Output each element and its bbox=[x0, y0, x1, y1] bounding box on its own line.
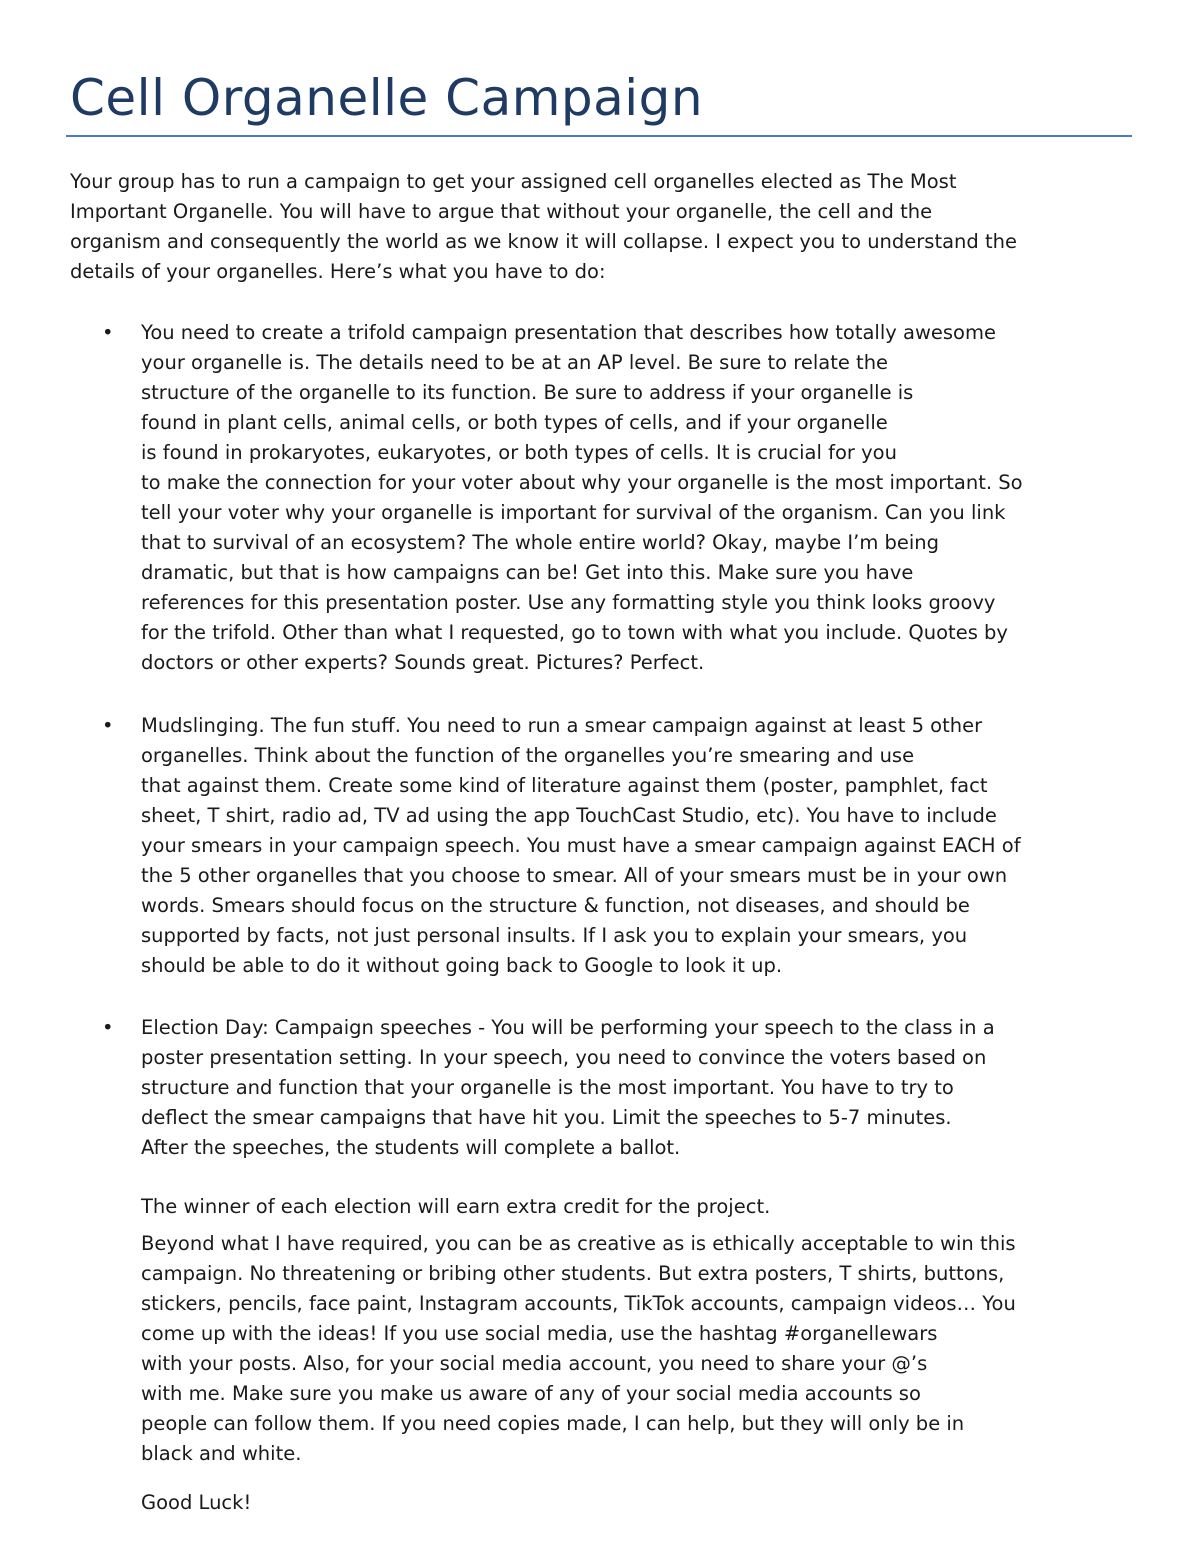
bullet-text-trifold: You need to create a trifold campaign presentation that describes how totally awesome your organelle is. The details need to be at an AP level. Be sure to relate the structure of the organelle to its function. Be sure to address if your organelle is found in plant cells, animal cells, or both types of cells, and if your organelle is found in prokaryotes, eukaryotes, or both types of cells. It is crucial for you to make the connection for your voter about why your organelle is the most important. So tell your voter why your organelle is important for survival of the organism. Can you link that to survival of an ecosystem? The whole entire world? Okay, maybe I’m being dramatic, but that is how campaigns can be! Get into this. Make sure you have references for this presentation poster. Use any formatting style you think looks groovy for the trifold. Other than what I requested, go to town with what you include. Quotes by doctors or other experts? Sounds great. Pictures? Perfect. bbox=[141, 321, 1023, 674]
bullet-text-election-day: Election Day: Campaign speeches - You will be performing your speech to the class in a poster presentation setting. In your speech, you need to convince the voters based on structure and function that your organelle is the most important. You have to try to deflect the smear campaigns that have hit you. Limit the speeches to 5-7 minutes. After the speeches, the students will complete a ballot. bbox=[141, 1016, 995, 1159]
bullet-marker: • bbox=[102, 321, 114, 344]
bullet-item-mudslinging bbox=[70, 711, 1132, 981]
extra-credit-paragraph: The winner of each election will earn extra credit for the project. bbox=[141, 1195, 771, 1218]
document-title: Cell Organelle Campaign bbox=[70, 69, 704, 127]
creativity-paragraph: Beyond what I have required, you can be as creative as is ethically acceptable to win this campaign. No threatening or bribing other students. But extra posters, T shirts, buttons, stickers, pencils, face paint, Instagram accounts, TikTok accounts, campaign videos… You come up with the ideas! If you use social media, use the hashtag #organellewars with your posts. Also, for your social media account, you need to share your @’s with me. Make sure you make us aware of any of your social media accounts so people can follow them. If you need copies made, I can help, but they will only be in black and white. bbox=[141, 1232, 1016, 1465]
bullet-item-election-day bbox=[70, 1013, 1132, 1163]
bullet-text-mudslinging: Mudslinging. The fun stuff. You need to run a smear campaign against at least 5 other organelles. Think about the function of the organelles you’re smearing and use that against them. Create some kind of literature against them (poster, pamphlet, fact sheet, T shirt, radio ad, TV ad using the app TouchCast Studio, etc). You have to include your smears in your campaign speech. You must have a smear campaign against EACH of the 5 other organelles that you choose to smear. All of your smears must be in your own words. Smears should focus on the structure & function, not diseases, and should be supported by facts, not just personal insults. If I ask you to explain your smears, you should be able to do it without going back to Google to look it up. bbox=[141, 714, 1021, 977]
closing-line: Good Luck! bbox=[141, 1491, 252, 1514]
bullet-marker: • bbox=[102, 1016, 114, 1039]
intro-paragraph: Your group has to run a campaign to get your assigned cell organelles elected as The Most Important Organelle. You will have to argue that without your organelle, the cell and the organism and consequently the world as we know it will collapse. I expect you to understand the details of your organelles. Here’s what you have to do: bbox=[70, 170, 1017, 283]
title-underline bbox=[66, 135, 1132, 137]
bullet-marker: • bbox=[102, 714, 114, 737]
bullet-item-trifold bbox=[70, 318, 1132, 678]
